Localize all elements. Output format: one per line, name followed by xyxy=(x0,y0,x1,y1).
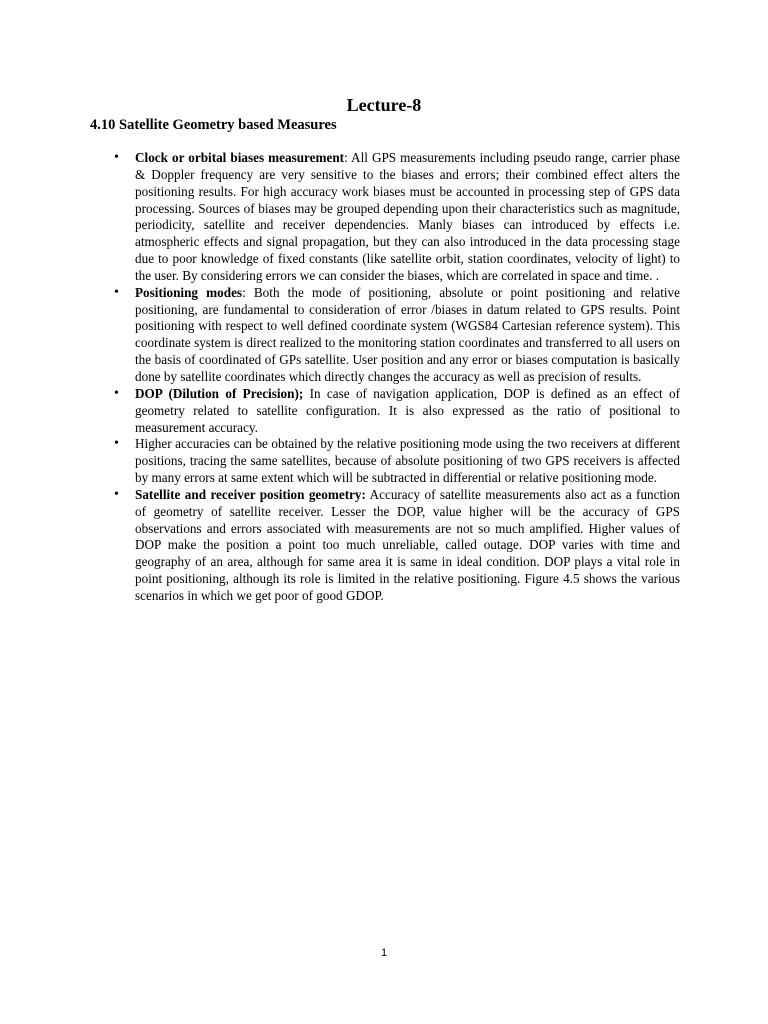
bullet-dot-icon: • xyxy=(114,150,119,165)
bullet-lead: Positioning modes xyxy=(135,284,243,300)
bullet-text: In case of navigation application, DOP is defined as an effect of geometry related to satellite configuration. It is also expressed as the ratio of positional to measurement accuracy. xyxy=(135,385,680,435)
bullet-text: Accuracy of satellite measurements also act as a function of geometry of satellite receiver. Lesser the DOP, value higher will be the accuracy of GPS observations and errors associated with measurements are not so much amplified. Higher values of DOP make the position a point too much unreliable, called outage. DOP varies with time and geography of an area, although for same area it is same in ideal condition. DOP plays a vital role in point positioning, although its role is limited in the relative positioning. Figure 4.5 shows the various scenarios in which we get poor of good GDOP. xyxy=(135,486,681,603)
bullet-text: Higher accuracies can be obtained by the relative positioning mode using the two receivers at different positions, tracing the same satellites, because of absolute positioning of two GPS receivers is affected by many errors at same extent which will be subtracted in differential or relative positioning mode. xyxy=(135,436,680,486)
bullet-text: : Both the mode of positioning, absolute or point positioning and relative positioning, are fundamental to consideration of error /biases in datum related to GPS results. Point positioning with respect to well defined coordinate system (WGS84 Cartesian reference system). This coordinate system is direct realized to the monitoring station coordinates and transferred to all users on the basis of coordinated of GPs satellite. User position and any error or biases computation is basically done by satellite coordinates which directly changes the accuracy as well as precision of results. xyxy=(135,284,681,384)
bullet-dot-icon: • xyxy=(114,284,119,300)
page-number: 1 xyxy=(380,947,388,959)
bullet-lead: Clock or orbital biases measurement xyxy=(135,150,345,165)
bullet-higher-accuracies xyxy=(114,436,680,487)
bullet-dot-icon: • xyxy=(114,486,119,502)
bullet-positioning-modes xyxy=(114,285,680,386)
bullet-clock-orbital-biases xyxy=(114,150,680,285)
section-heading: 4.10 Satellite Geometry based Measures xyxy=(90,117,337,133)
bullet-lead: Satellite and receiver position geometry: xyxy=(135,486,366,502)
bullet-text: : All GPS measurements including pseudo range, carrier phase & Doppler frequency are very sensitive to the biases and errors; their combined effect alters the positioning results. For high accuracy work biases must be accounted in processing step of GPS data processing. Sources of biases may be grouped depending upon their characteristics such as magnitude, periodicity, satellite and receiver dependencies. Manly biases can introduced by effects i.e. atmospheric effects and signal propagation, but they can also introduced in the data processing stage due to poor knowledge of fixed constants (like satellite orbit, station coordinates, velocity of light) to the user. By considering errors we can consider the biases, which are correlated in space and time. . xyxy=(135,150,680,283)
lecture-title: Lecture-8 xyxy=(346,95,422,115)
bullet-lead: DOP (Dilution of Precision); xyxy=(135,385,304,401)
bullet-dop xyxy=(114,386,680,437)
bullet-dot-icon: • xyxy=(114,436,119,452)
bullet-list xyxy=(114,150,680,605)
bullet-dot-icon: • xyxy=(114,385,119,401)
bullet-satellite-receiver-geometry xyxy=(114,487,680,605)
